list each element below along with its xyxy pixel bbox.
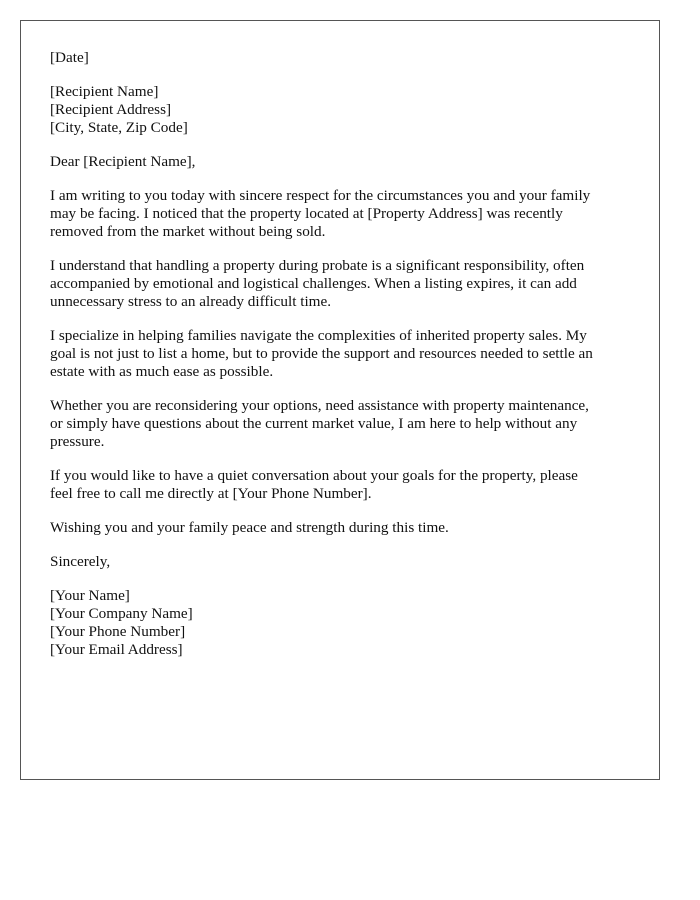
paragraph-line: or simply have questions about the current market value, I am here to help without any xyxy=(50,415,578,432)
closing: Sincerely, xyxy=(50,553,111,570)
paragraph-line: Whether you are reconsidering your options, need assistance with property maintenance, xyxy=(50,397,589,414)
paragraph-2 xyxy=(50,257,640,311)
letter-page xyxy=(20,20,660,780)
signature-name: [Your Name] xyxy=(50,587,130,604)
paragraph-line: unnecessary stress to an already difficult time. xyxy=(50,293,332,310)
paragraph-line: removed from the market without being sold. xyxy=(50,223,326,240)
recipient-block xyxy=(50,83,640,137)
signature-company: [Your Company Name] xyxy=(50,605,193,622)
paragraph-3 xyxy=(50,327,640,381)
paragraph-4 xyxy=(50,397,640,451)
salutation-block xyxy=(50,153,640,171)
paragraph-line: accompanied by emotional and logistical challenges. When a listing expires, it can add xyxy=(50,275,577,292)
paragraph-line: If you would like to have a quiet conversation about your goals for the property, please xyxy=(50,467,578,484)
recipient-name: [Recipient Name] xyxy=(50,83,159,100)
paragraph-line: goal is not just to list a home, but to provide the support and resources needed to settle an xyxy=(50,345,593,362)
recipient-city-state-zip: [City, State, Zip Code] xyxy=(50,119,188,136)
paragraph-line: pressure. xyxy=(50,433,105,450)
paragraph-5 xyxy=(50,467,640,503)
letter-content xyxy=(50,49,640,675)
signature-block xyxy=(50,587,640,659)
paragraph-6 xyxy=(50,519,640,537)
paragraph-line: feel free to call me directly at [Your Phone Number]. xyxy=(50,485,372,502)
paragraph-line: may be facing. I noticed that the property located at [Property Address] was recently xyxy=(50,205,563,222)
signature-email: [Your Email Address] xyxy=(50,641,183,658)
paragraph-line: estate with as much ease as possible. xyxy=(50,363,274,380)
paragraph-line: Wishing you and your family peace and strength during this time. xyxy=(50,519,449,536)
salutation: Dear [Recipient Name], xyxy=(50,153,196,170)
paragraph-line: I specialize in helping families navigate the complexities of inherited property sales. My xyxy=(50,327,587,344)
letter-date-block xyxy=(50,49,640,67)
recipient-address: [Recipient Address] xyxy=(50,101,172,118)
paragraph-line: I understand that handling a property during probate is a significant responsibility, often xyxy=(50,257,585,274)
paragraph-line: I am writing to you today with sincere respect for the circumstances you and your family xyxy=(50,187,591,204)
signature-phone: [Your Phone Number] xyxy=(50,623,186,640)
closing-block xyxy=(50,553,640,571)
letter-date: [Date] xyxy=(50,49,89,66)
paragraph-1 xyxy=(50,187,640,241)
